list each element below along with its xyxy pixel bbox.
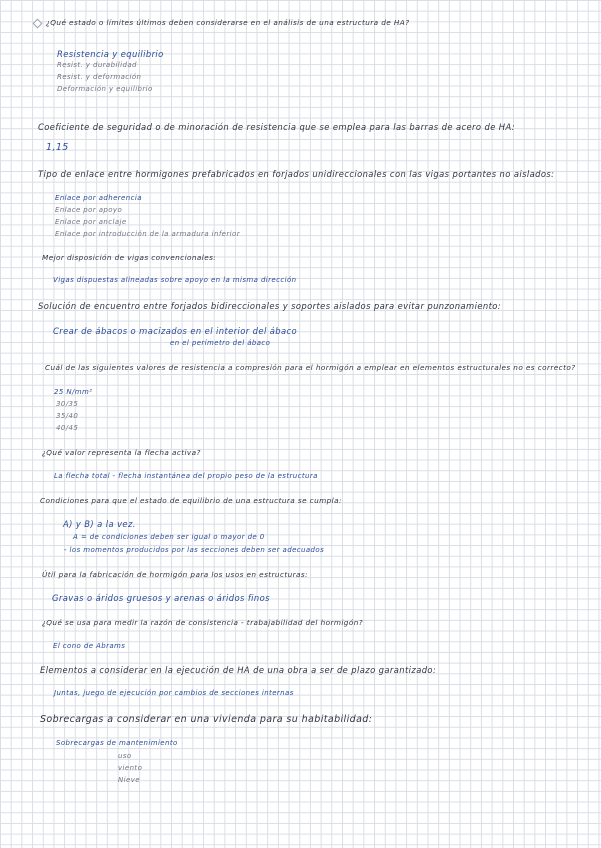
answer-11-correct: Juntas, juego de ejecución por cambios de secciones internas bbox=[54, 689, 294, 697]
question-1: ¿Qué estado o límites últimos deben considerarse en el análisis de una estructura de HA? bbox=[46, 18, 410, 27]
question-12: Sobrecargas a considerar en una vivienda para su habitabilidad: bbox=[40, 714, 373, 725]
question-5: Solución de encuentro entre forjados bidireccionales y soportes aislados para evitar punzonamiento: bbox=[38, 301, 502, 311]
answer-4-correct: Vigas dispuestas alineadas sobre apoyo en la misma dirección bbox=[53, 276, 297, 284]
answer-7-correct: La flecha total - flecha instantánea del propio peso de la estructura bbox=[54, 472, 318, 480]
question-3: Tipo de enlace entre hormigones prefabricados en forjados unidireccionales con las vigas portantes no aislados: bbox=[38, 169, 555, 179]
question-7: ¿Qué valor representa la flecha activa? bbox=[42, 448, 201, 457]
answer-8-correct: A) y B) a la vez. bbox=[63, 519, 136, 529]
answer-2-correct: 1,15 bbox=[46, 142, 69, 153]
answer-8-detail: A = de condiciones deben ser igual o mayor de 0 bbox=[73, 533, 265, 541]
answer-3-option: Enlace por apoyo bbox=[55, 206, 123, 214]
answer-3-option: Enlace por anclaje bbox=[55, 218, 127, 226]
answer-3-option: Enlace por introducción de la armadura inferior bbox=[55, 230, 240, 238]
answer-8-detail: - los momentos producidos por las secciones deben ser adecuados bbox=[64, 546, 325, 554]
answer-6-option: 30/35 bbox=[56, 400, 79, 408]
answer-3-correct: Enlace por adherencia bbox=[55, 194, 142, 202]
answer-1-correct: Resistencia y equilibrio bbox=[57, 49, 164, 59]
answer-6-option: 35/40 bbox=[56, 412, 79, 420]
answer-12-option: Nieve bbox=[118, 776, 140, 784]
bullet-icon bbox=[33, 19, 43, 29]
answer-1-option: Resist. y durabilidad bbox=[57, 61, 137, 69]
answer-12-option: viento bbox=[118, 764, 143, 772]
answer-5-correct: Crear de ábacos o macizados en el interior del ábaco bbox=[53, 326, 298, 336]
answer-1-option: Deformación y equilibrio bbox=[57, 85, 153, 93]
question-9: Útil para la fabricación de hormigón para los usos en estructuras: bbox=[42, 570, 308, 579]
answer-1-option: Resist. y deformación bbox=[57, 73, 142, 81]
answer-10-correct: El cono de Abrams bbox=[53, 642, 126, 650]
answer-12-correct: Sobrecargas de mantenimiento bbox=[56, 739, 178, 747]
question-11: Elementos a considerar en la ejecución de HA de una obra a ser de plazo garantizado: bbox=[40, 665, 437, 675]
question-6: Cuál de las siguientes valores de resistencia a compresión para el hormigón a emplear en elementos estructurales no es correcto? bbox=[45, 363, 576, 372]
question-2: Coeficiente de seguridad o de minoración de resistencia que se emplea para las barras de acero de HA: bbox=[38, 122, 516, 132]
answer-6-correct: 25 N/mm² bbox=[54, 388, 93, 396]
question-8: Condiciones para que el estado de equilibrio de una estructura se cumpla: bbox=[40, 496, 342, 505]
answer-5-continuation: en el perímetro del ábaco bbox=[170, 339, 271, 347]
question-10: ¿Qué se usa para medir la razón de consistencia - trabajabilidad del hormigón? bbox=[42, 618, 363, 627]
answer-6-option: 40/45 bbox=[56, 424, 79, 432]
answer-9-correct: Gravas o áridos gruesos y arenas o áridos finos bbox=[52, 593, 270, 603]
question-4: Mejor disposición de vigas convencionales: bbox=[42, 253, 217, 262]
answer-12-option: uso bbox=[118, 752, 132, 760]
